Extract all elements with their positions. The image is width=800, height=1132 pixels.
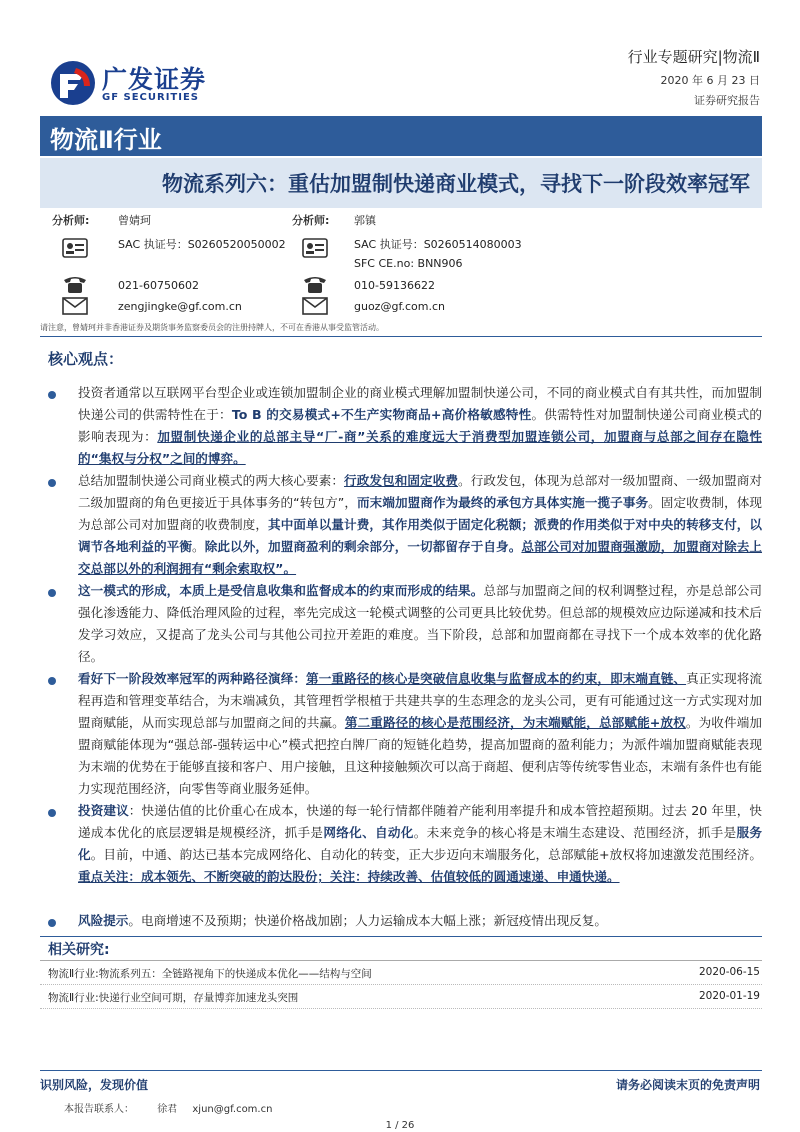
divider xyxy=(40,960,762,961)
related-item-title[interactable]: 物流Ⅱ行业:物流系列五：全链路视角下的快递成本优化——结构与空间 xyxy=(48,968,372,980)
related-item[interactable] xyxy=(48,966,760,981)
divider xyxy=(40,1008,762,1009)
page-number: 1 / 26 xyxy=(385,1120,415,1131)
report-type: 证券研究报告 xyxy=(694,94,760,107)
report-category: 行业专题研究|物流Ⅱ xyxy=(627,48,760,66)
industry-name: 物流Ⅱ行业 xyxy=(50,126,162,154)
logo-text-en: GF SECURITIES xyxy=(102,92,200,103)
email-icon xyxy=(302,296,328,316)
core-point-3: 这一模式的形成，本质上是受信息收集和监督成本的约束而形成的结果。总部与加盟商之间的权利调整过程，亦是总部公司强化渗透能力、降低治理风险的过程，率先完成这一轮模式调整的公司更具比较优势。但总部的规模效应边际递减和技术后发学习效应，又提高了龙头公司与其他公司拉开差距的难度。当下阶段，总部和加盟商都在寻找下一个成本效率的优化路径。 xyxy=(78,583,763,664)
footer-disclaimer[interactable]: 请务必阅读末页的免责声明 xyxy=(615,1078,760,1092)
related-item-title[interactable]: 物流Ⅱ行业:快递行业空间可期，存量博弈加速龙头突围 xyxy=(48,992,299,1004)
analyst-email[interactable]: guoz@gf.com.cn xyxy=(354,300,446,313)
bullet-icon xyxy=(48,809,56,817)
analyst-sac: SAC 执证号：S0260514080003 xyxy=(354,238,522,251)
id-card-icon xyxy=(62,238,88,258)
logo-text-cn: 广发证券 xyxy=(102,65,207,94)
bullet-icon xyxy=(48,919,56,927)
core-point-1: 投资者通常以互联网平台型企业或连锁加盟制企业的商业模式理解加盟制快递公司，不同的商业模式自有其共性，而加盟制快递公司的供需特性在于：To B 的交易模式+不生产实物商品+高价格敏感特性。供需特性对加盟制快递公司商业模式的影响表现为：加盟制快递企业的总部主导“厂-商”关系的难度远大于消费型加盟连锁公司，加盟商与总部之间存在隐性的“集权与分权”之间的博弈。 xyxy=(78,385,763,466)
analyst-phone: 021-60750602 xyxy=(118,279,199,292)
report-contact xyxy=(64,1100,272,1115)
core-point-5: 投资建议：快递估值的比价重心在成本，快递的每一轮行情都伴随着产能利用率提升和成本管控超预期。过去 20 年里，快递成本优化的底层逻辑是规模经济，抓手是网络化、自动化。未来竞争的核心将是末端生态建设、范围经济，抓手是服务化。目前，中通、韵达已基本完成网络化、自动化的转变，正大步迈向末端服务化，总部赋能+放权将加速激发范围经济。重点关注：成本领先、不断突破的韵达股份；关注：持续改善、估值较低的圆通速递、申通快递。 xyxy=(78,803,763,884)
bullet-icon xyxy=(48,391,56,399)
industry-banner xyxy=(40,116,762,156)
gf-logo-icon xyxy=(50,60,96,106)
regulatory-note: 请注意，曾婧珂并非香港证券及期货事务监察委员会的注册持牌人，不可在香港从事受监管活动。 xyxy=(40,323,384,332)
divider xyxy=(40,336,762,337)
contact-email[interactable]: xjun@gf.com.cn xyxy=(192,1104,273,1115)
analyst-sfc: SFC CE.no: BNN906 xyxy=(354,257,463,270)
divider xyxy=(40,1070,762,1071)
core-point-2: 总结加盟制快递公司商业模式的两大核心要素：行政发包和固定收费。行政发包，体现为总部对一级加盟商、一级加盟商对二级加盟商的角色更接近于具体事务的“转包方”，而末端加盟商作为最终的承包方具体实施一揽子事务。固定收费制，体现为总部公司对加盟商的收费制度，其中面单以量计费，其作用类似于固定化税额；派费的作用类似于对中央的转移支付，以调节各地利益的平衡。除此以外，加盟商盈利的剩余部分，一切都留存于自身。总部公司对加盟商强激励，加盟商对除去上交总部以外的利润拥有“剩余索取权”。 xyxy=(78,473,763,576)
report-title: 物流系列六：重估加盟制快递商业模式，寻找下一阶段效率冠军 xyxy=(162,171,750,196)
bullet-icon xyxy=(48,589,56,597)
phone-icon xyxy=(302,274,328,294)
phone-icon xyxy=(62,274,88,294)
title-banner xyxy=(40,158,762,208)
analyst-sac: SAC 执证号：S0260520050002 xyxy=(118,238,286,251)
email-icon xyxy=(62,296,88,316)
analyst-name: 曾婧珂 xyxy=(118,214,151,227)
contact-name: 徐君 xyxy=(157,1104,178,1115)
footer-slogan: 识别风险，发现价值 xyxy=(40,1078,149,1092)
analyst-label: 分析师: xyxy=(292,214,330,227)
related-item-date: 2020-06-15 xyxy=(698,966,760,978)
divider xyxy=(40,984,762,985)
related-title: 相关研究: xyxy=(48,942,110,958)
related-item-date: 2020-01-19 xyxy=(698,990,760,1002)
analyst-label: 分析师: xyxy=(52,214,90,227)
core-point-6: 风险提示。电商增速不及预期；快递价格战加剧；人力运输成本大幅上涨；新冠疫情出现反复。 xyxy=(78,913,607,928)
contact-label: 本报告联系人： xyxy=(64,1104,134,1115)
id-card-icon xyxy=(302,238,328,258)
divider xyxy=(40,936,762,937)
analyst-phone: 010-59136622 xyxy=(354,279,435,292)
core-title: 核心观点： xyxy=(48,350,124,368)
related-item[interactable] xyxy=(48,990,760,1005)
bullet-icon xyxy=(48,479,56,487)
analyst-email[interactable]: zengjingke@gf.com.cn xyxy=(118,300,242,313)
core-point-4: 看好下一阶段效率冠军的两种路径演绎：第一重路径的核心是突破信息收集与监督成本的约束，即末端直链、真正实现将流程再造和管理变革结合，为末端减负，其管理哲学根植于共建共享的生态理念的龙头公司，更有可能通过这一方式实现对加盟商赋能，从而实现总部与加盟商之间的共赢。第二重路径的核心是范围经济，为末端赋能，总部赋能+放权。为收件端加盟商赋能体现为“强总部-强转运中心”模式把控白牌厂商的短链化趋势，提高加盟商的盈利能力；为派件端加盟商赋能表现为末端的优势在于能够直接和客户、用户接触，且这种接触频次可以高于商超、便利店等传统零售业态，末端有条件也有能力实现范围经济，向零售等商业服务延伸。 xyxy=(78,671,763,796)
analyst-name: 郭镇 xyxy=(354,214,376,227)
report-date: 2020 年 6 月 23 日 xyxy=(660,74,760,87)
bullet-icon xyxy=(48,677,56,685)
